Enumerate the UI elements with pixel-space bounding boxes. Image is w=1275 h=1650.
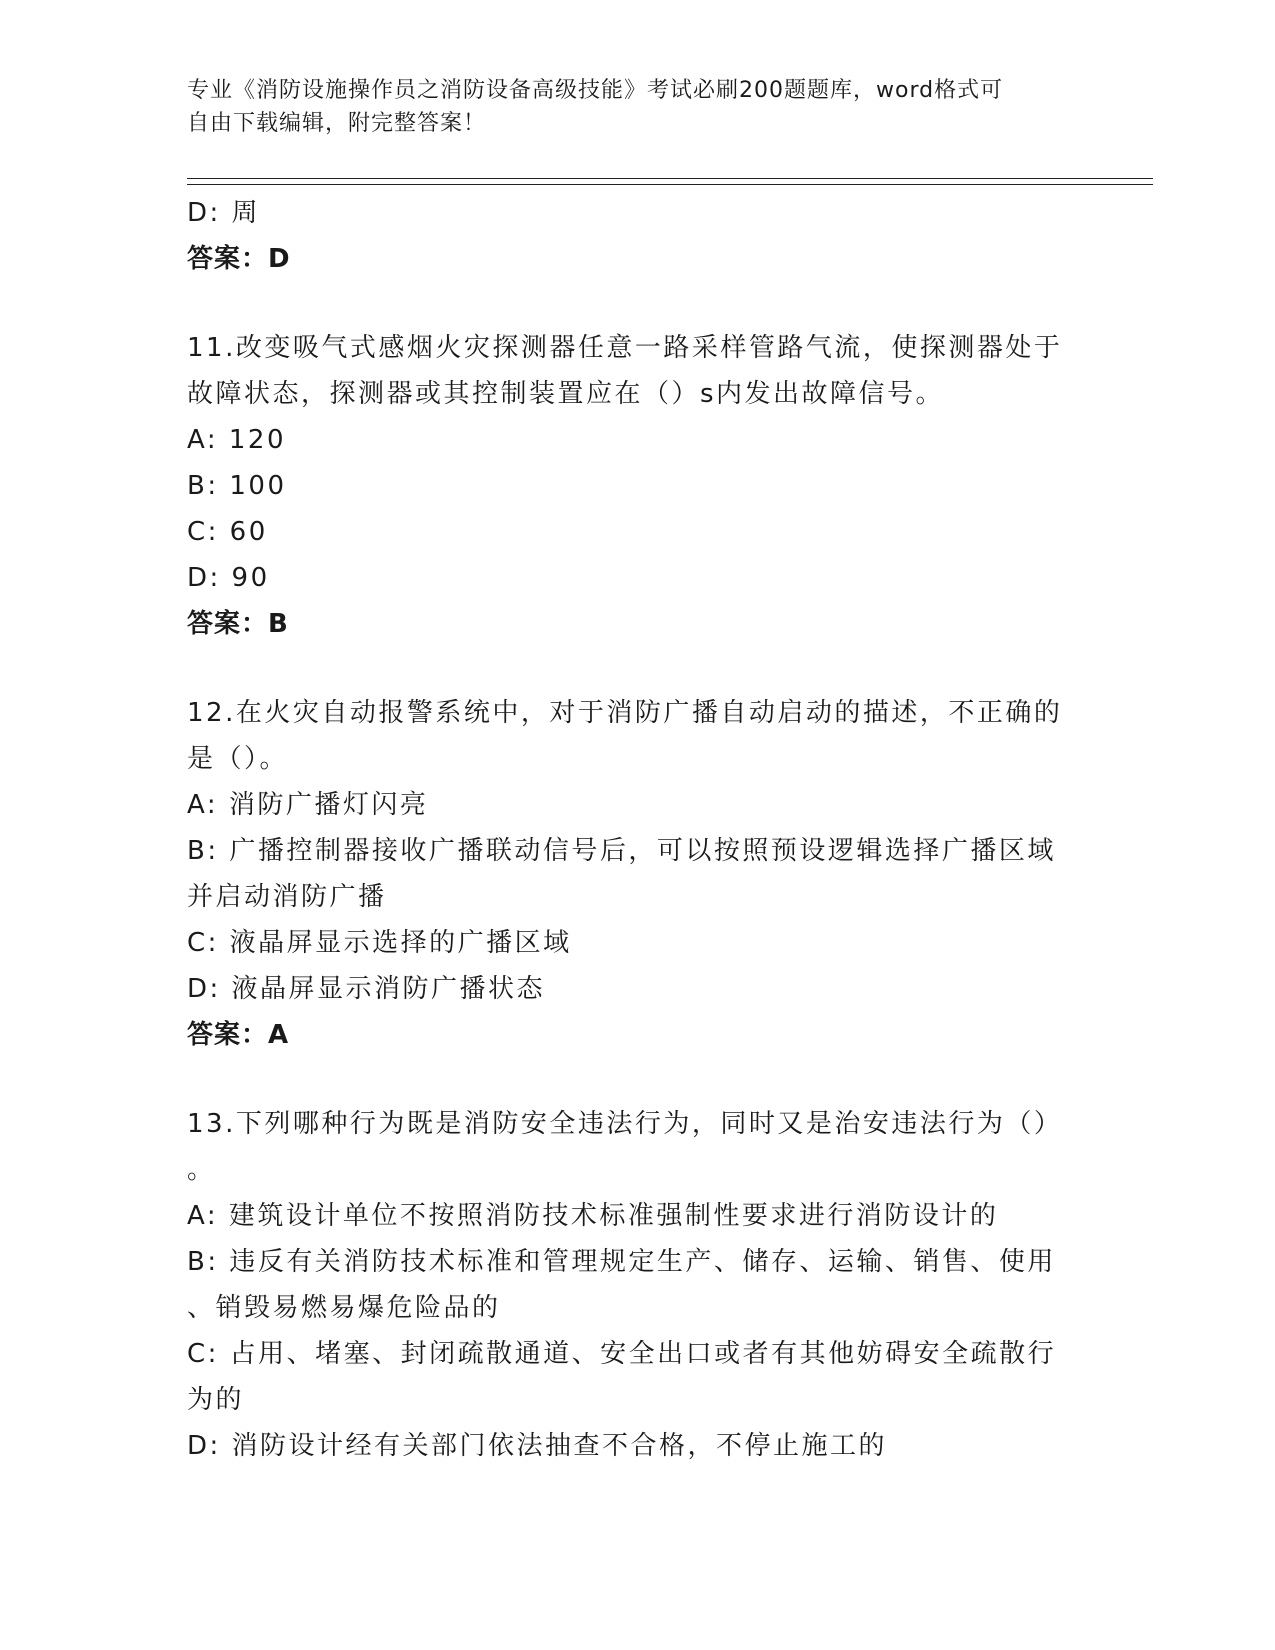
answer: 答案：A: [187, 1020, 290, 1050]
option-b-continued: 并启动消防广播: [187, 882, 387, 912]
header-line-2: 自由下载编辑，附完整答案！: [187, 111, 487, 136]
spacer: [187, 1058, 1077, 1101]
option-d: D: 消防设计经有关部门依法抽查不合格，不停止施工的: [187, 1431, 888, 1461]
page-header: [187, 74, 1067, 140]
option-a: A: 120: [187, 425, 286, 455]
option-b: B: 广播控制器接收广播联动信号后，可以按照预设逻辑选择广播区域: [187, 836, 1056, 866]
question-13: [187, 1101, 1077, 1469]
option-d: D: 液晶屏显示消防广播状态: [187, 974, 546, 1004]
spacer: [187, 647, 1077, 690]
question-stem-line: 故障状态，探测器或其控制装置应在（）s内发出故障信号。: [187, 379, 945, 409]
option-c: C: 液晶屏显示选择的广播区域: [187, 928, 572, 958]
question-stem-line: 12.在火灾自动报警系统中，对于消防广播自动启动的描述，不正确的: [187, 698, 1063, 728]
option-c: C: 60: [187, 517, 268, 547]
option-b: B: 100: [187, 471, 287, 501]
option-c: C: 占用、堵塞、封闭疏散通道、安全出口或者有其他妨碍安全疏散行: [187, 1339, 1057, 1369]
option-c-continued: 为的: [187, 1385, 245, 1415]
question-stem-line: 13.下列哪种行为既是消防安全违法行为，同时又是治安违法行为（）: [187, 1109, 1063, 1139]
question-12: [187, 690, 1077, 1058]
header-line-1: 专业《消防设施操作员之消防设备高级技能》考试必刷200题题库，word格式可: [187, 78, 1004, 103]
header-rule-bottom: [187, 184, 1153, 185]
question-content: [187, 190, 1077, 1469]
answer: 答案：B: [187, 609, 289, 639]
question-stem-line: 。: [187, 1155, 216, 1185]
spacer: [187, 282, 1077, 325]
option-b-continued: 、销毁易燃易爆危险品的: [187, 1293, 501, 1323]
question-stem-line: 11.改变吸气式感烟火灾探测器任意一路采样管路气流，使探测器处于: [187, 333, 1063, 363]
question-11: [187, 325, 1077, 647]
answer: 答案：D: [187, 244, 291, 274]
option-b: B: 违反有关消防技术标准和管理规定生产、储存、运输、销售、使用: [187, 1247, 1056, 1277]
option-d: D: 周: [187, 198, 261, 228]
option-d: D: 90: [187, 563, 270, 593]
option-a: A: 建筑设计单位不按照消防技术标准强制性要求进行消防设计的: [187, 1201, 999, 1231]
header-rule-top: [187, 178, 1153, 179]
question-stem-line: 是（）。: [187, 744, 289, 774]
option-a: A: 消防广播灯闪亮: [187, 790, 429, 820]
